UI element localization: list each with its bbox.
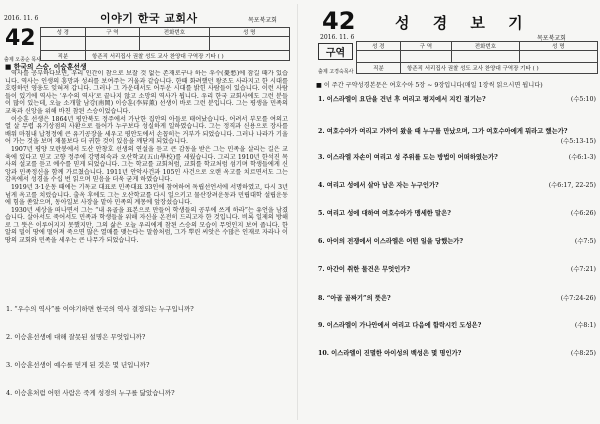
left-question-2: 2. 이승훈선생에 대해 잘못된 설명은 무엇입니까? <box>6 333 146 341</box>
left-question-1: 1. “우수의 역사”를 이야기하면 한국의 역사 결정되는 누구입니까? <box>6 305 194 313</box>
table-role-row <box>357 63 597 73</box>
question-reference: (수7:5) <box>574 238 596 245</box>
table-header-row <box>357 42 597 51</box>
table-blank-row <box>41 37 289 51</box>
left-author: 출제 오종순 목사 <box>4 57 41 63</box>
header-seonggyeong: 성 경 <box>41 28 86 36</box>
page-divider <box>297 4 298 420</box>
article-paragraph: 1930년 세상을 떠나면서 그는 “내 유골을 표본으로 만들어 학생들의 공부에 쓰게 하라”는 유언을 남겼습니다. 살아서도 죽어서도 민족과 학생들을 위해 자신을 온전히 드리고자 한 것입니다. 비록 일제의 방해로 그 뜻은 이루어지지 못했지만, 그의 삶은 오늘 우리에게 참된 스승의 모습이 무엇인지 보여 줍니다. 한 알의 밀이 땅에 떨어져 죽으면 많은 열매를 맺는다는 말씀처럼, 그가 뿌린 씨앗은 수많은 인재로 자라나 이 땅의 교회와 민족을 세우는 큰 나무가 되었습니다. <box>5 206 288 245</box>
question-reference: (수5:10) <box>570 96 596 103</box>
section-title: ■ 한국의 스승, 이승훈선생 <box>5 63 87 71</box>
blank-cell <box>41 37 86 50</box>
left-title: 이야기 한국 교회사 <box>100 12 198 25</box>
right-page <box>300 0 600 424</box>
left-date: 2016. 11. 6 <box>4 15 39 22</box>
right-title: 성 경 보 기 <box>395 14 532 32</box>
question-text: 7. 아간이 취한 물건은 무엇인가? <box>318 266 411 273</box>
blank-cell <box>357 51 401 62</box>
question-reference: (수6:1-3) <box>568 154 596 161</box>
right-church-name: 목포북교회 <box>537 35 566 42</box>
table-role-row <box>41 51 289 60</box>
left-church-name: 목포북교회 <box>248 17 277 24</box>
header-name: 성 명 <box>552 44 565 50</box>
role-options: 항존직 서리집사 권찰 성도 교사 찬양대 구역장 기타 ( ) <box>407 66 539 72</box>
bible-question-1 <box>318 94 596 114</box>
left-page <box>0 0 296 424</box>
question-text: 10. 이스라엘이 진멸한 아이성의 백성은 몇 명인가? <box>318 350 462 357</box>
question-reference: (수8:25) <box>570 350 596 357</box>
role-label: 직분 <box>357 63 401 73</box>
role-options: 항존직 서리집사 권찰 성도 교사 찬양대 구역장 기타 ( ) <box>92 53 224 60</box>
bible-question-2 <box>318 126 596 146</box>
question-text: 9. 이스라엘이 가나안에서 여리고 다음에 함락시킨 도성은? <box>318 322 482 329</box>
question-text: 6. 아이의 전쟁에서 이스라엘은 어떤 일을 당했는가? <box>318 238 464 245</box>
right-author: 출제 고경숙목사 <box>318 69 354 75</box>
question-text: 8. “아골 골짜기”의 뜻은? <box>318 295 391 302</box>
right-issue-number: 42 <box>322 7 356 35</box>
role-label: 직분 <box>41 51 86 60</box>
question-reference: (수7:21) <box>570 266 596 273</box>
blank-cell <box>401 51 453 62</box>
header-seonggyeong: 성 경 <box>357 42 401 50</box>
bible-question-6 <box>318 236 596 256</box>
blank-cell <box>452 51 519 62</box>
bible-question-5 <box>318 208 596 228</box>
right-date: 2016. 11. 6 <box>320 34 355 41</box>
left-question-4: 4. 이승훈처럼 어떤 사람은 죽게 성경의 누구를 닮았습니까? <box>6 389 175 397</box>
left-question-3: 3. 이승훈선생이 예수를 믿게 된 것은 몇 년입니까? <box>6 361 150 369</box>
reading-intro: ■ 이 주간 구약성경본문은 여호수아 5장 ~ 9장입니다(매일 1장씩 읽으시면 됩니다) <box>316 82 543 89</box>
question-text: 4. 여리고 성에서 살아 남은 자는 누구인가? <box>318 182 439 189</box>
article-paragraph: 이승훈 선생은 1864년 평안북도 정주에서 가난한 집안의 아들로 태어났습니다. 어려서 부모를 여의고 열 살 무렵 유기상점의 사환으로 들어가 누구보다 성실하게 일하였습니다. 그는 정직과 신용으로 장사를 배워 마침내 납청정에 큰 유기공장을 세우고 평안도에서 손꼽히는 거부가 되었습니다. 그러나 나라가 기울어 가는 것을 보며 재물보다 더 귀한 것이 있음을 깨닫게 되었습니다. <box>5 115 288 146</box>
table-header-row <box>41 28 289 37</box>
bible-question-7 <box>318 264 596 284</box>
question-reference: (수6:17, 22-25) <box>548 182 596 189</box>
header-phone: 전화번호 <box>140 28 209 36</box>
header-guyeok: 구 역 <box>401 42 453 50</box>
question-reference: (수6:26) <box>570 210 596 217</box>
question-text: 1. 이스라엘이 요단을 건넌 후 여리고 평지에서 지킨 절기는? <box>318 96 486 103</box>
question-text: 2. 여호수아가 여리고 가까이 왔을 때 누구를 만났으며, 그가 여호수아에게 뭐라고 했는가? <box>318 128 568 135</box>
left-info-table <box>40 27 290 61</box>
article-paragraph: 1907년 평양 모란봉에서 도산 안창호 선생의 연설을 듣고 큰 감동을 받은 그는 민족을 살리는 길은 교육에 있다고 믿고 고향 정주에 강명의숙과 오산학교(五山學校)를 세웠습니다. 그리고 1910년 한석진 목사의 설교를 듣고 예수를 믿게 되었습니다. 그는 학교를 교회처럼, 교회를 학교처럼 섬기며 학생들에게 신앙과 민족정신을 함께 가르쳤습니다. 1911년 안악사건과 105인 사건으로 오랜 옥고를 치르면서도 그는 감옥에서 성경을 수십 번 읽으며 믿음을 더욱 굳게 하였습니다. <box>5 145 288 184</box>
question-reference: (수5:13-15) <box>560 138 596 145</box>
blank-cell <box>210 37 289 50</box>
question-text: 3. 이스라엘 자손이 여리고 성 주위를 도는 방법이 어떠하였는가? <box>318 154 498 161</box>
article-paragraph: 역사를 공부하다보면, 우리 인간이 참으로 보잘 것 없는 존재로구나 하는 우수(憂愁)에 잠길 때가 있습니다. 역사는 인생의 흥망과 성쇠를 보여주는 거울과 같습니다. 한때 화려했던 왕조도 사라지고 한 시대를 호령하던 영웅도 잊혀져 갑니다. 그러나 그 가운데서도 어두운 시대를 밝힌 사람들이 있습니다. 이런 사람들이 있기에 역사는 ‘우수의 역사’로 끝나지 않고 소망의 역사가 됩니다. 우리 한국 교회사에도 그런 분들이 많이 있는데, 오늘 소개할 남강(南岡) 이승훈(李昇薰) 선생이 바로 그런 분입니다. 그는 평생을 민족의 교육과 신앙을 위해 바친 참된 스승이었습니다. <box>5 70 288 115</box>
header-name: 성 명 <box>243 30 256 36</box>
blank-cell <box>140 37 209 50</box>
guyeok-box: 구역 <box>318 43 353 60</box>
question-text: 5. 여리고 성에 대하여 여호수아가 맹세한 말은? <box>318 210 451 217</box>
header-phone: 전화번호 <box>452 42 519 50</box>
bible-question-9 <box>318 320 596 340</box>
question-reference: (수7:24-26) <box>560 295 596 302</box>
blank-cell <box>520 51 597 62</box>
bible-question-10 <box>318 348 596 368</box>
table-blank-row <box>357 51 597 63</box>
header-guyeok: 구 역 <box>86 28 141 36</box>
bible-question-4 <box>318 180 596 200</box>
blank-cell <box>86 37 141 50</box>
article-body <box>5 70 288 298</box>
right-info-table <box>356 41 598 74</box>
question-reference: (수8:1) <box>574 322 596 329</box>
bible-question-8 <box>318 293 596 313</box>
left-issue-number: 42 <box>5 26 36 51</box>
article-paragraph: 1919년 3·1운동 때에는 기독교 대표로 민족대표 33인에 참여하여 독립선언서에 서명하였고, 다시 3년 넘게 옥고를 치렀습니다. 출옥 후에도 그는 오산학교를 다시 일으키고 물산장려운동과 민립대학 설립운동에 힘을 쏟았으며, 동아일보 사장을 맡아 민족의 계몽에 앞장섰습니다. <box>5 183 288 207</box>
bible-question-3 <box>318 152 596 172</box>
